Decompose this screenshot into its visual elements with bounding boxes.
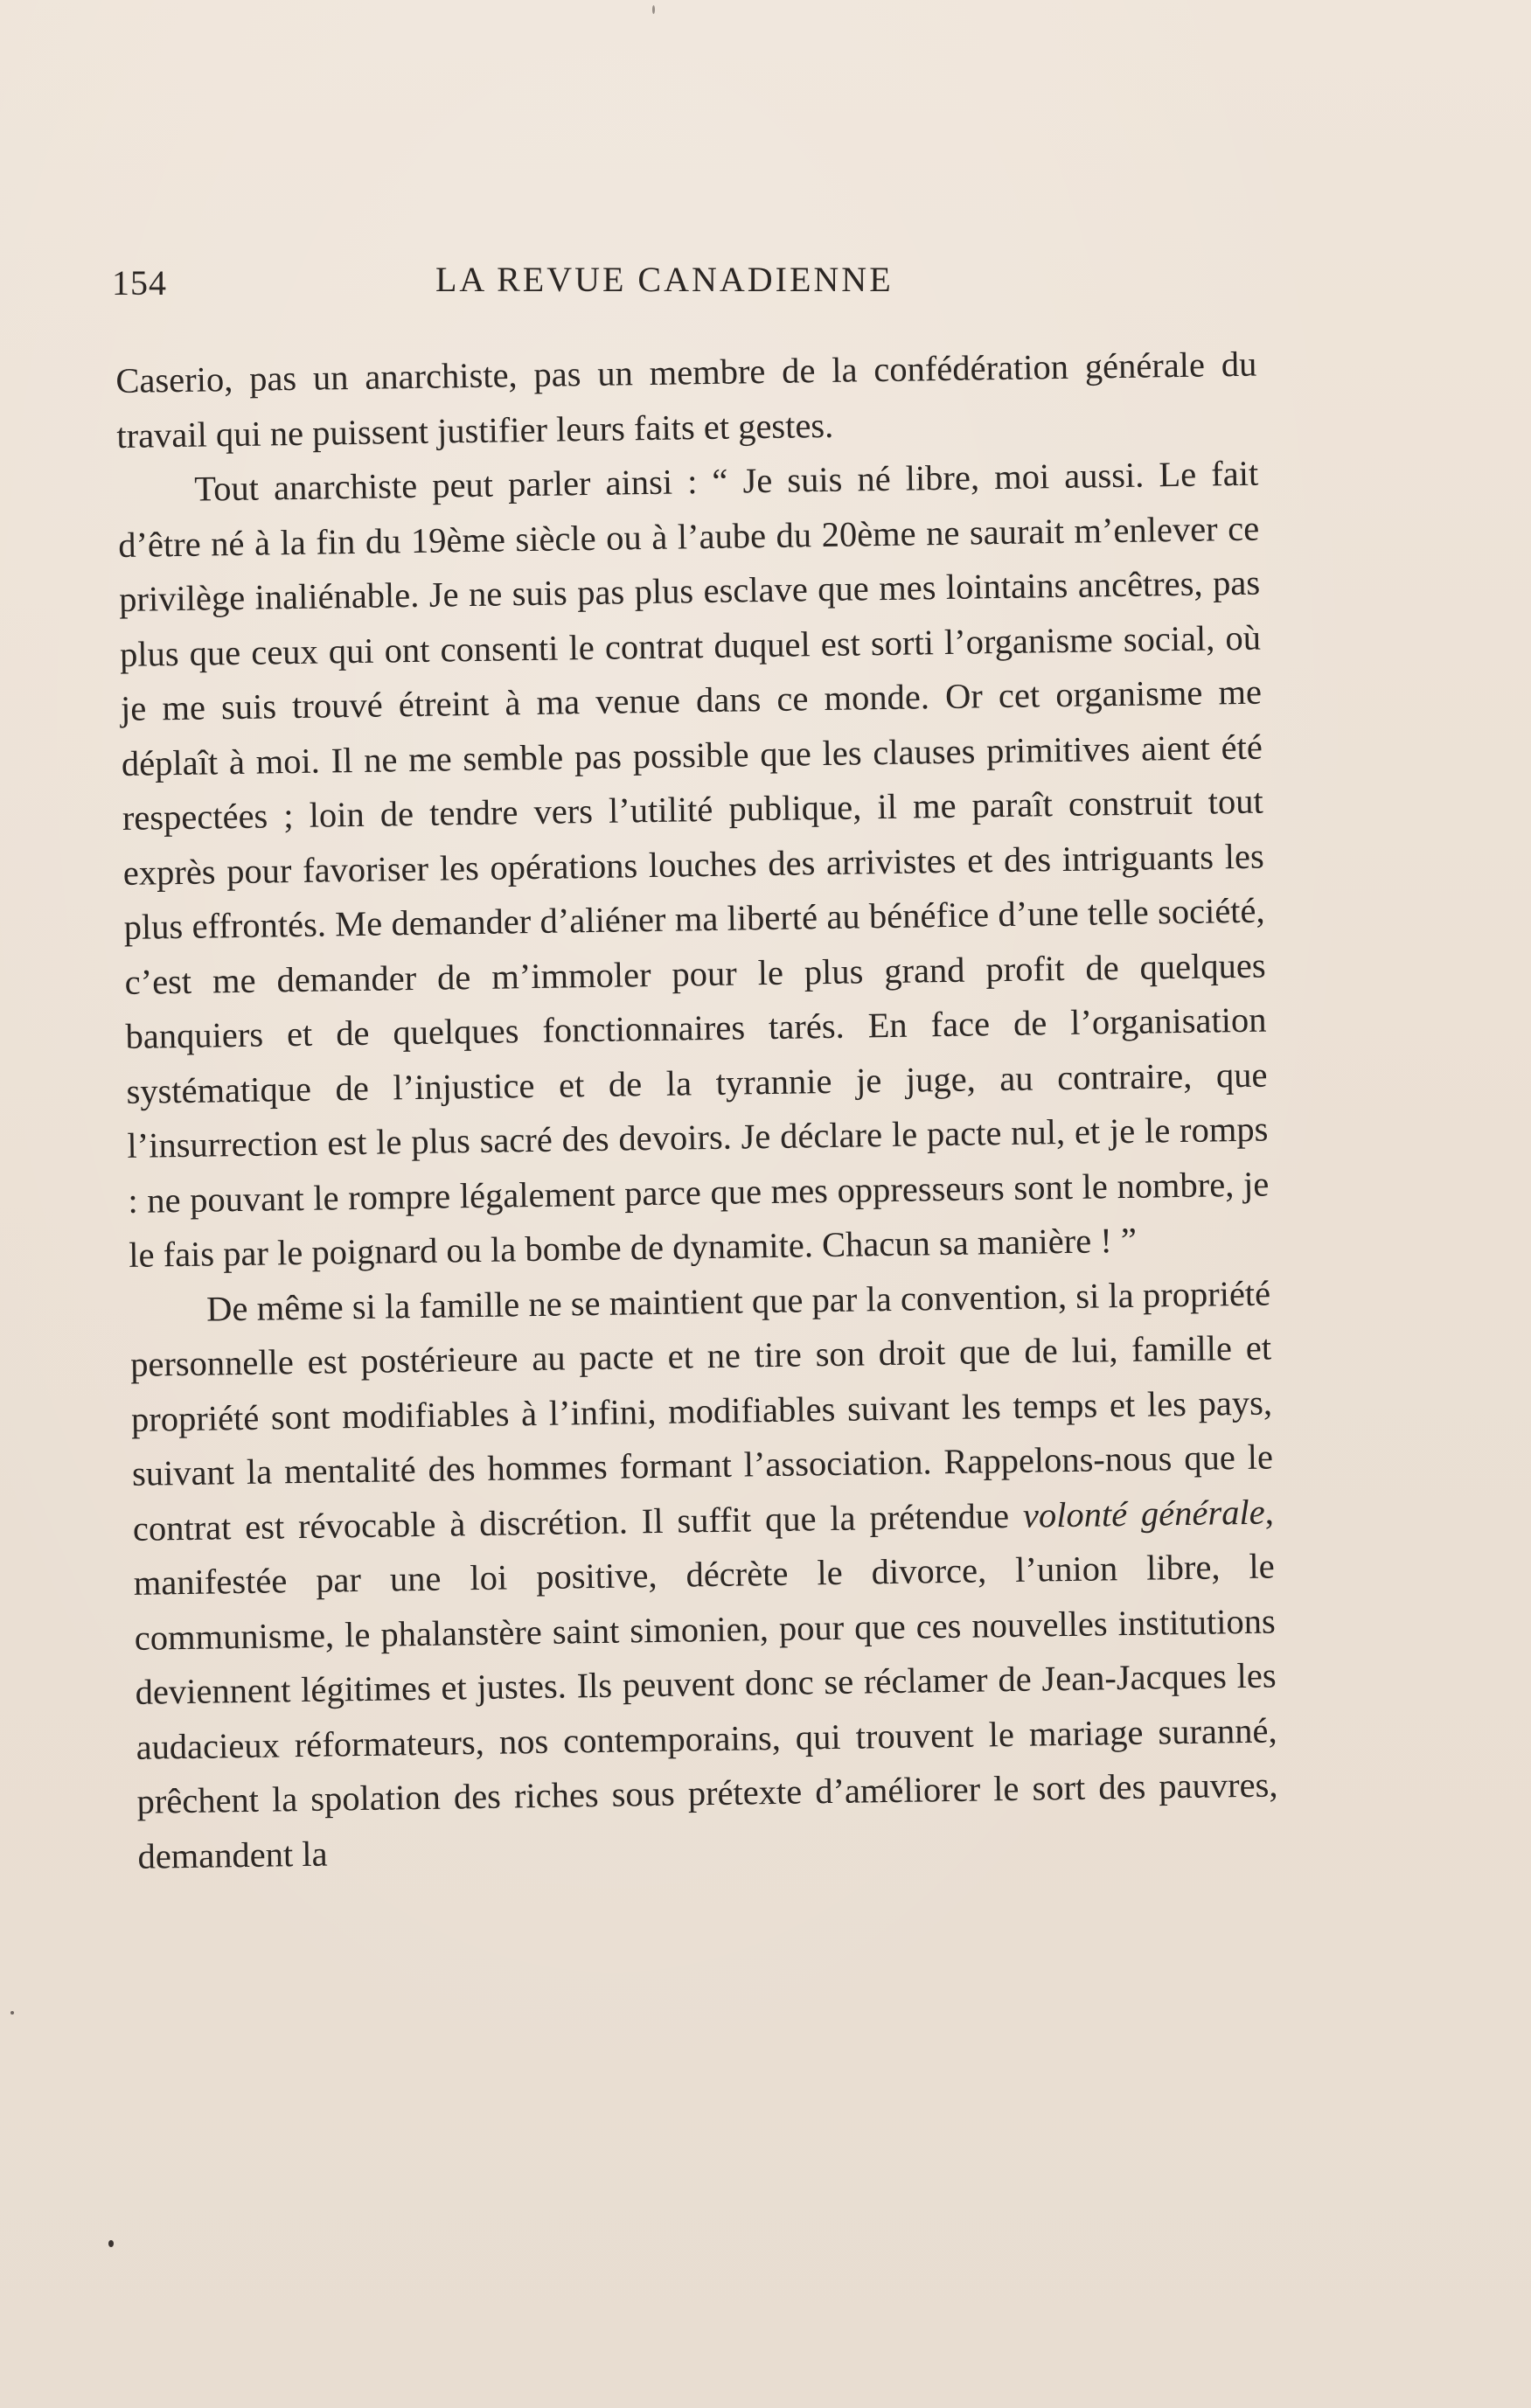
- italic-phrase: volonté générale: [1022, 1492, 1265, 1535]
- ink-speck: [10, 2011, 14, 2015]
- paragraph-3: [129, 1266, 1279, 1884]
- paragraph-2: Tout anarchiste peut parler ainsi : “ Je suis né libre, moi aussi. Le fait d’être né à la fin du 19ème siècle ou à l’aube du 20ème ne saurait m’enlever ce privilège inaliénable. Je ne suis pas plus esclave que mes lointains ancêtres, pas plus que ceux qui ont consenti le contrat duquel est sorti l’organisme social, où je me suis trouvé étreint à ma venue dans ce monde. Or cet organisme me déplaît à moi. Il ne me semble pas possible que les clauses primitives aient été respectées ; loin de tendre vers l’utilité publique, il me paraît construit tout exprès pour favoriser les opérations louches des arrivistes et des intriguants les plus effrontés. Me demander d’aliéner ma liberté au bénéfice d’une telle société, c’est me demander de m’immoler pour le plus grand profit de quelques banquiers et de quelques fonctionnaires tarés. En face de l’organisation systématique de l’injustice et de la tyrannie je juge, au contraire, que l’insurrection est le plus sacré des devoirs. Je déclare le pacte nul, et je le romps : ne pouvant le rompre légalement parce que mes oppresseurs sont le nombre, je le fais par le poignard ou la bombe de dynamite. Chacun sa manière ! ”: [117, 453, 1270, 1275]
- paragraph-3-text-b: , manifestée par une loi positive, décrète le divorce, l’union libre, le communisme, le phalanstère saint simonien, pour que ces nouvelles institutions deviennent légitimes et justes. Ils peuvent donc se réclamer de Jean-Jacques les audacieux réformateurs, nos contemporains, qui trouvent le mariage suranné, prêchent la spolation des riches sous prétexte d’améliorer le sort des pauvres, demandent la: [133, 1491, 1278, 1876]
- paragraph-3-text-a: De même si la famille ne se maintient que par la convention, si la propriété personnelle est postérieure au pacte et ne tire son droit que de lui, famille et propriété sont modifiables à l’infini, modifiables suivant les temps et les pays, suivant la mentalité des hommes formant l’association. Rappelons-nous que le contrat est révocable à discrétion. Il suffit que la prétendue: [129, 1273, 1274, 1548]
- body-text: [115, 338, 1279, 1884]
- journal-title: LA REVUE CANADIENNE: [435, 260, 894, 299]
- paragraph-1: Caserio, pas un anarchiste, pas un membre de la confédération générale du travail qui ne puissent justifier leurs faits et gestes.: [115, 344, 1257, 456]
- running-head: [112, 262, 1266, 315]
- page-number: 154: [112, 263, 167, 303]
- ink-speck: [652, 5, 655, 14]
- ink-speck: [108, 2240, 114, 2247]
